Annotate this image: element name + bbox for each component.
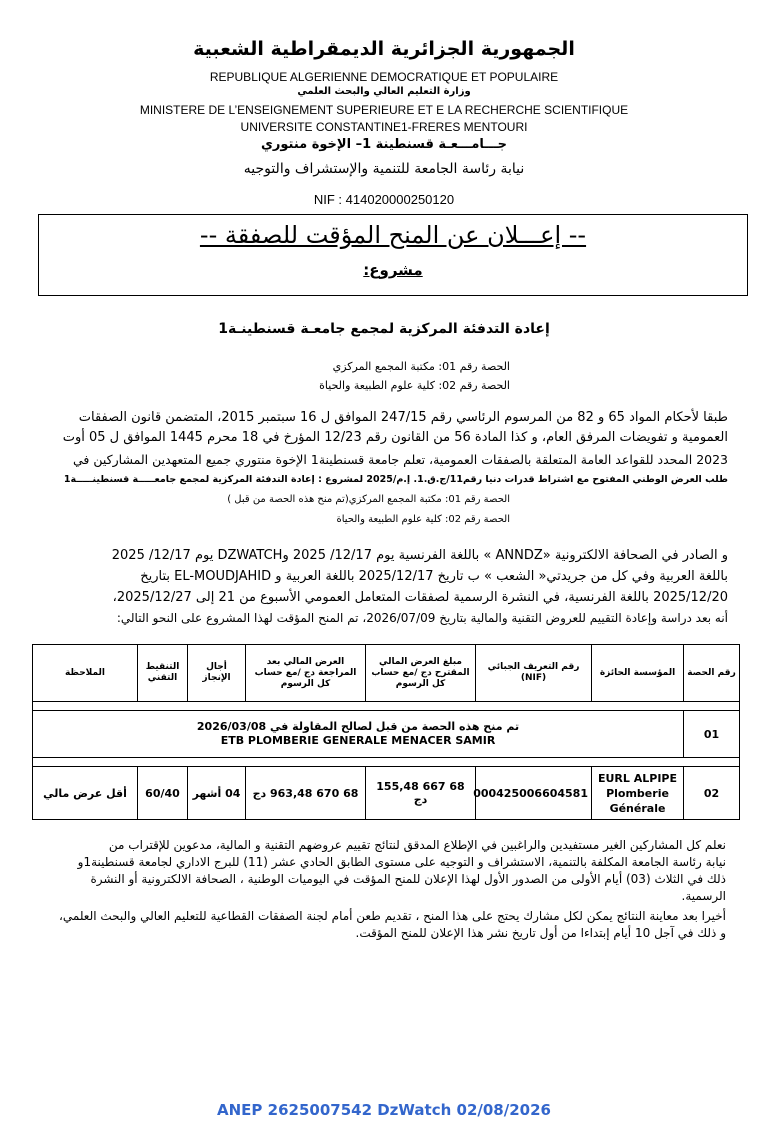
project-name: إعادة التدفئة المركزية لمجمع جامعـة قسنطينـة1 <box>218 321 550 337</box>
header-ar-republic: الجمهورية الجزائرية الديمقراطية الشعبية <box>193 38 575 60</box>
header-fr-ministry: MINISTERE DE L’ENSEIGNEMENT SUPERIEURE ET E LA RECHERCHE SCIENTIFIQUE <box>139 103 629 117</box>
row1-line-2: ETB PLOMBERIE GENERALE MENACER SAMIR <box>220 734 496 747</box>
project-lot-1: الحصة رقم 01: مكتبة المجمع المركزي <box>332 360 510 373</box>
row1-line-1: تم منح هذه الحصة من قبل لصالح المقاولة في 2026/03/08 <box>196 720 520 733</box>
paragraph-2-line-1: و الصادر في الصحافة الالكترونية «ANNDZ » باللغة الفرنسية يوم 12/17/ 2025 وDZWATCH يوم 12/17/ 2025 <box>111 548 728 563</box>
header-company: المؤسسة الحائزة <box>592 645 684 702</box>
paragraph-2-line-4: أنه بعد دراسة وإعادة التقييم للعروض التقنية والمالية بتاريخ 2026/07/09، تم المنح المؤقت لهذا المشروع على النحو التالي: <box>116 611 728 625</box>
title-box <box>38 214 748 296</box>
header-fr-republic: REPUBLIQUE ALGERIENNE DEMOCRATIQUE ET POPULAIRE <box>209 70 559 84</box>
table-spacer-row <box>33 758 740 767</box>
header-remark: الملاحظة <box>33 645 138 702</box>
header-ar-ministry: وزارة التعليم العالي والبحث العلمي <box>297 86 471 97</box>
row2-score: 60/40 <box>138 767 188 820</box>
appeal-line-1: أخيرا بعد معاينة النتائج يمكن لكل مشارك يحتج على هذا المنح ، تقديم طعن أمام لجنة الصفقات القطاعية للتعليم العالي والبحث العلمي، <box>59 909 726 923</box>
award-table <box>32 644 740 820</box>
row2-lot: 02 <box>684 767 740 820</box>
header-nif: NIF : 414020000250120 <box>313 192 455 207</box>
notice-line-1: نعلم كل المشاركين الغير مستفيدين والراغبين في الإطلاع المدقق لنتائج تقييم عروضهم التقنية و المالية، مدعوين للإقتراب من <box>108 838 726 852</box>
row2-remark: أقل عرض مالي <box>33 767 138 820</box>
table-row-lot-1 <box>33 711 740 758</box>
paragraph-1-line-1: طبقا لأحكام المواد 65 و 82 من المرسوم الرئاسي رقم 247/15 الموافق ل 16 سبتمبر 2015، المتضمن قانون الصفقات <box>78 410 728 425</box>
notice-line-4: الرسمية. <box>681 889 726 903</box>
header-ar-department: نيابة رئاسة الجامعة للتنمية والإستشراف والتوجيه <box>243 161 525 177</box>
appeal-line-2: و ذلك في آجل 10 أيام إبتداءا من أول تاريخ نشر هذا الإعلان للمنح المؤقت. <box>355 926 726 940</box>
header-nif: رقم التعريف الجبائي (NIF) <box>476 645 592 702</box>
row2-nif: 000425006604581 <box>476 767 592 820</box>
announcement-title: -- إعـــلان عن المنح المؤقت للصفقة -- <box>199 221 587 249</box>
paragraph-2-line-2: باللغة العربية وفي كل من جريدتي« الشعب » ب تاريخ 2025/12/17 باللغة العربية و EL-MOUDJAHID بتاريخ <box>140 569 728 584</box>
header-lot: رقم الحصة <box>684 645 740 702</box>
row2-amount-offer: 68 667 155,48 دج <box>366 767 476 820</box>
footer-reference: ANEP 2625007542 DzWatch 02/08/2026 <box>217 1101 551 1119</box>
header-fr-university: UNIVERSITE CONSTANTINE1-FRERES MENTOURI <box>240 120 528 134</box>
paragraph-1-line-3: 2023 المحدد للقواعد العامة المتعلقة بالصفقات العمومية، تعلم جامعة قسنطينة1 الإخوة منتوري جميع المتعهدين المشاركين في <box>73 452 728 467</box>
project-lot-2: الحصة رقم 02: كلية علوم الطبيعة والحياة <box>319 379 510 392</box>
row2-delay: 04 أشهر <box>188 767 246 820</box>
project-label: مشروع: <box>363 261 423 279</box>
row2-company-line-2: Plomberie <box>606 786 669 800</box>
table-row-lot-2 <box>33 767 740 820</box>
row2-company-line-3: Générale <box>609 801 666 815</box>
paragraph-2-line-3: 2025/12/20 باللغة الفرنسية، في النشرة الرسمية لصفقات المتعامل العمومي الأسبوع من 21 إلى 2025/12/27، <box>112 590 728 605</box>
row2-amount-revised: 68 670 963,48 دج <box>246 767 366 820</box>
row2-company-line-1: EURL ALPIPE <box>597 771 677 785</box>
paragraph-1-lot-1: الحصة رقم 01: مكتبة المجمع المركزي(تم منح هذه الحصة من قبل ) <box>227 494 510 505</box>
notice-line-2: نيابة رئاسة الجامعة المكلفة بالتنمية، الاستشراف و التوجيه على مستوى الطابق الحادي عشر (11) للبرج الاداري لجامعة قسنطينة1و <box>77 855 726 869</box>
row2-company <box>592 767 684 820</box>
header-score: التنقيط التقني <box>138 645 188 702</box>
header-delay: أجال الإنجاز <box>188 645 246 702</box>
paragraph-1-lot-2: الحصة رقم 02: كلية علوم الطبيعة والحياة <box>336 514 510 525</box>
header-amount-offer: مبلغ العرض المالي المقترح دج /مع حساب كل الرسوم <box>366 645 476 702</box>
row1-lot: 01 <box>684 711 740 758</box>
header-ar-university: جـــامـــعـة قسنطينة 1– الإخوة منتوري <box>260 137 508 152</box>
notice-line-3: ذلك في الثلاث (03) أيام الأولى من الصدور الأول لهذا الإعلان للمنح المؤقت في اليوميات الوطنية ، الصحافة الالكترونية أو النشرة <box>90 872 726 886</box>
table-spacer-row <box>33 702 740 711</box>
paragraph-1-line-4: طلب العرض الوطني المفتوح مع اشتراط قدرات دنيا رقم11/ج.ق.1. إ.م/2025 لمشروع : إعادة التدفئة المركزية لمجمع جامعـــــة قسنطينـــــة1 <box>63 474 728 485</box>
paragraph-1-line-2: العمومية و تفويضات المرفق العام، و كذا المادة 56 من القانون رقم 12/23 المؤرخ في 18 محرم 1445 الموافق ل 05 أوت <box>62 430 728 445</box>
table-header-row <box>33 645 740 702</box>
header-amount-revised: العرض المالي بعد المراجعة دج /مع حساب كل الرسوم <box>246 645 366 702</box>
row1-awarded-note <box>33 711 684 758</box>
